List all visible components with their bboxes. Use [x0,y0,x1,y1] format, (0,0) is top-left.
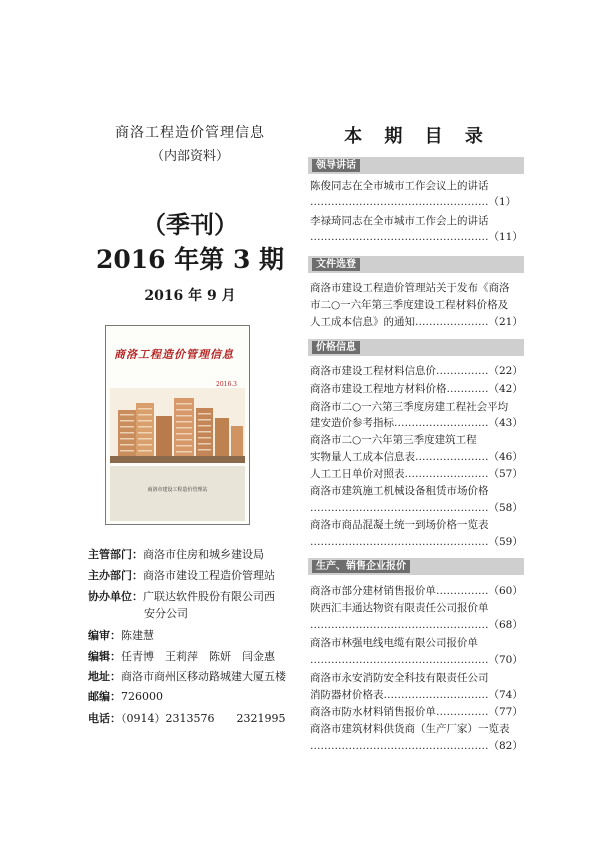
info-label: 邮编： [88,690,121,703]
toc-entry[interactable]: 商洛市林强电线电缆有限公司报价单 [310,637,478,649]
publication-subtitle: （内部资料） [150,149,229,164]
info-sponsor [88,548,264,562]
toc-entry-page[interactable]: ……………………………………………（58） [310,502,523,514]
toc-entry[interactable]: 建安造价参考指标………………………（43） [310,417,523,429]
toc-entry-page[interactable]: ……………………………………………（11） [310,231,523,243]
toc-section-bar [308,256,524,273]
toc-section-bar [308,339,524,356]
toc-entry[interactable]: 实物量人工成本信息表…………………（46） [310,451,523,463]
info-value: 商洛市建设工程造价管理站 [143,569,275,582]
cover-image [105,325,250,525]
info-value: 广联达软件股份有限公司西 [143,590,275,603]
info-value: 726000 [121,690,163,703]
toc-entry-page[interactable]: ……………………………………………（70） [310,654,523,666]
cover-year: 2016.3 [216,381,237,388]
toc-entry[interactable]: 李禄琦同志在全市城市工作会上的讲话 [310,215,489,227]
issue-number: 2016 年第 3 期 [95,245,285,274]
toc-entry-page[interactable]: ……………………………………………（68） [310,619,523,631]
toc-entry-page[interactable]: ……………………………………………（59） [310,536,523,548]
toc-section-label: 领导讲话 [312,159,360,172]
toc-entry-page[interactable]: ……………………………………………（82） [310,740,523,752]
toc-entry[interactable]: 商洛市二○一六第三季度房建工程社会平均 [310,401,509,413]
cover-footer-text: 商洛市建设工程造价管理站 [147,487,208,493]
info-label: 编辑： [88,650,121,663]
toc-section-label: 价格信息 [312,341,360,354]
toc-entry[interactable]: 人工工日单价对照表……………………（57） [310,468,523,480]
info-label: 地址： [88,670,121,683]
publication-title: 商洛工程造价管理信息 [115,125,265,141]
toc-entry[interactable]: 市二○一六年第三季度建设工程材料价格及 [310,299,509,311]
info-label: 协办单位： [88,590,143,603]
info-label: 主办部门： [88,569,143,582]
publication-type: （季刊） [142,210,238,239]
toc-entry[interactable]: 商洛市建筑施工机械设备租赁市场价格 [310,485,489,497]
info-co-organizer [88,590,275,604]
toc-entry[interactable]: 商洛市商品混凝土统一到场价格一览表 [310,519,489,531]
toc-section-bar [308,157,524,174]
info-value: 陈建慧 [121,629,154,642]
info-label: 编审： [88,629,121,642]
toc-title: 本 期 目 录 [344,126,491,147]
cover-buildings-illustration [110,388,245,463]
toc-entry[interactable]: 商洛市二○一六年第三季度建筑工程 [310,434,477,446]
toc-section-bar [308,558,524,575]
toc-entry[interactable]: 商洛市建设工程造价管理站关于发布《商洛 [310,282,510,294]
toc-entry[interactable]: 陕西汇丰通达物资有限责任公司报价单 [310,602,489,614]
toc-entry[interactable]: 商洛市建设工程地方材料价格…………（42） [310,383,523,395]
toc-entry-page[interactable]: ……………………………………………（1） [310,196,517,208]
toc-entry[interactable]: 陈俊同志在全市城市工作会议上的讲话 [310,180,489,192]
cover-title: 商洛工程造价管理信息 [114,348,234,361]
info-address [88,670,286,684]
info-value: 商洛市住房和城乡建设局 [143,548,264,561]
toc-section-label: 生产、销售企业报价 [312,560,410,573]
toc-entry[interactable]: 商洛市永安消防安全科技有限责任公司 [310,672,489,684]
toc-entry[interactable]: 人工成本信息》的通知…………………（21） [310,316,523,328]
toc-entry[interactable]: 商洛市防水材料销售报价单……………（77） [310,706,523,718]
info-value: 任青博 王莉萍 陈妍 闫金惠 [121,650,275,663]
info-postcode [88,690,163,704]
info-label: 电话： [88,712,121,725]
toc-entry[interactable]: 消防器材价格表…………………………（74） [310,689,523,701]
info-co-organizer-cont [144,607,188,621]
info-value: 安分公司 [144,607,188,620]
issue-date: 2016 年 9 月 [144,288,236,304]
info-value: （0914）2313576 2321995 [121,712,286,725]
info-editors [88,650,275,664]
toc-entry[interactable]: 商洛市建筑材料供货商（生产厂家）一览表 [310,723,510,735]
toc-section-label: 文件选登 [312,258,360,271]
info-value: 商洛市商州区移动路城建大厦五楼 [121,670,286,683]
info-reviewer [88,629,154,643]
toc-entry[interactable]: 商洛市部分建材销售报价单……………（60） [310,585,523,597]
cover-footer-band [110,466,245,521]
info-phone [88,712,285,726]
info-host [88,569,275,583]
info-label: 主管部门： [88,548,143,561]
toc-entry[interactable]: 商洛市建设工程材料信息价……………（22） [310,365,523,377]
